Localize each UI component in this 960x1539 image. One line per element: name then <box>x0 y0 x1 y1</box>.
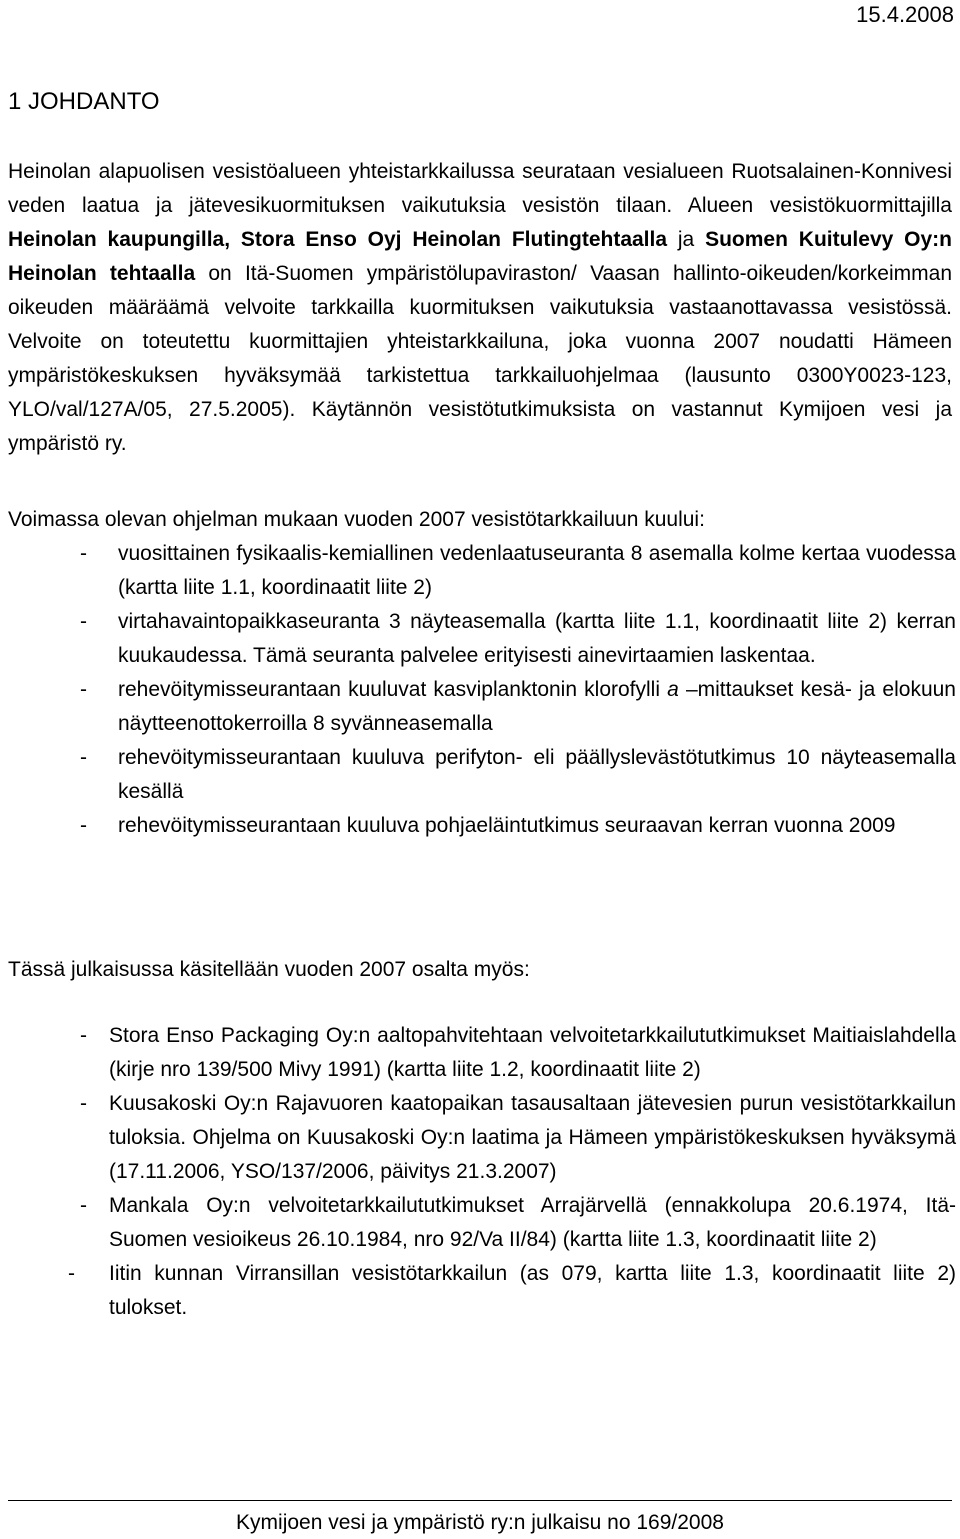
dash-marker: - <box>80 1092 87 1115</box>
list-item <box>0 537 956 605</box>
intro-text-3: on Itä-Suomen ympäristölupaviraston/ Vaasan hallinto-oikeuden/korkeimman oikeuden määräämä velvoite tarkkailla kuormituksen vaikutuksia vastaanottavassa vesistössä. Velvoite on toteutettu kuormittajien yhteistarkkailuna, joka vuonna 2007 noudatti Hämeen ympäristökeskuksen hyväksymää tarkistettua tarkkailuohjelmaa (lausunto 0300Y0023-123, YLO/val/127A/05, 27.5.2005). Käytännön vesistötutkimuksista on vastannut Kymijoen vesi ja ympäristö ry. <box>8 262 952 455</box>
intro-text-2: ja <box>667 228 706 251</box>
intro-bold-2: Suomen Kuitulevy Oy:n Heinolan tehtaalla <box>8 228 952 285</box>
program-list <box>0 537 956 843</box>
dash-marker: - <box>80 1194 87 1217</box>
list-item <box>0 1087 956 1189</box>
intro-bold-1: Heinolan kaupungilla, Stora Enso Oyj Heinolan Flutingtehtaalla <box>8 228 668 251</box>
list-item <box>0 1019 956 1087</box>
list-item-text: virtahavaintopaikkaseuranta 3 näyteasemalla (kartta liite 1.1, koordinaatit liite 2) kerran kuukaudessa. Tämä seuranta palvelee erityisesti ainevirtaamien laskentaa. <box>118 610 956 667</box>
footer-divider <box>8 1500 952 1501</box>
list-item <box>0 741 956 809</box>
list-item-text: rehevöitymisseurantaan kuuluvat kasviplanktonin klorofylli <box>118 678 668 701</box>
list-item-text: vuosittainen fysikaalis-kemiallinen vedenlaatuseuranta 8 asemalla kolme kertaa vuodessa (kartta liite 1.1, koordinaatit liite 2) <box>118 542 956 599</box>
dash-marker: - <box>80 1024 87 1047</box>
program-lead: Voimassa olevan ohjelman mukaan vuoden 2007 vesistötarkkailuun kuului: <box>8 508 705 531</box>
list-item-italic: a <box>667 678 679 701</box>
list-item <box>0 809 956 843</box>
dash-marker: - <box>80 814 87 837</box>
also-list <box>0 1019 956 1325</box>
dash-marker: - <box>80 610 87 633</box>
footer-text: Kymijoen vesi ja ympäristö ry:n julkaisu no 169/2008 <box>236 1511 724 1534</box>
dash-marker: - <box>80 678 87 701</box>
list-item-text: Stora Enso Packaging Oy:n aaltopahvitehtaan velvoitetarkkailututkimukset Maitiaislahdella (kirje nro 139/500 Mivy 1991) (kartta liite 1.2, koordinaatit liite 2) <box>109 1024 956 1081</box>
dash-marker: - <box>80 542 87 565</box>
list-item-text: Mankala Oy:n velvoitetarkkailututkimukset Arrajärvellä (ennakkolupa 20.6.1974, Itä-Suomen vesioikeus 26.10.1984, nro 92/Va II/84) (kartta liite 1.3, koordinaatit liite 2) <box>109 1194 956 1251</box>
page-date: 15.4.2008 <box>856 2 954 27</box>
list-item-text: Kuusakoski Oy:n Rajavuoren kaatopaikan tasausaltaan jätevesien purun vesistötarkkailun tuloksia. Ohjelma on Kuusakoski Oy:n laatima ja Hämeen ympäristökeskuksen hyväksymä (17.11.2006, YSO/137/2006, päivitys 21.3.2007) <box>109 1092 956 1183</box>
list-item <box>0 673 956 741</box>
list-item <box>0 605 956 673</box>
list-item-text: rehevöitymisseurantaan kuuluva pohjaeläintutkimus seuraavan kerran vuonna 2009 <box>118 814 896 837</box>
section-heading: 1 JOHDANTO <box>8 88 160 115</box>
dash-marker: - <box>80 746 87 769</box>
list-item-text: –mittaukset kesä- ja elokuun näytteenottokerroilla 8 syvänneasemalla <box>118 678 956 735</box>
list-item-text: rehevöitymisseurantaan kuuluva perifyton- eli päällyslevästötutkimus 10 näyteasemalla kesällä <box>118 746 956 803</box>
also-lead: Tässä julkaisussa käsitellään vuoden 2007 osalta myös: <box>8 958 530 981</box>
list-item-text: Iitin kunnan Virransillan vesistötarkkailun (as 079, kartta liite 1.3, koordinaatit liite 2) tulokset. <box>109 1262 956 1319</box>
intro-paragraph <box>8 155 952 461</box>
list-item <box>0 1257 956 1325</box>
intro-text-1: Heinolan alapuolisen vesistöalueen yhteistarkkailussa seurataan vesialueen Ruotsalainen-Konnivesi veden laatua ja jätevesikuormituksen vaikutuksia vesistön tilaan. Alueen vesistökuormittajilla <box>8 160 952 217</box>
dash-marker: - <box>68 1262 75 1285</box>
list-item <box>0 1189 956 1257</box>
